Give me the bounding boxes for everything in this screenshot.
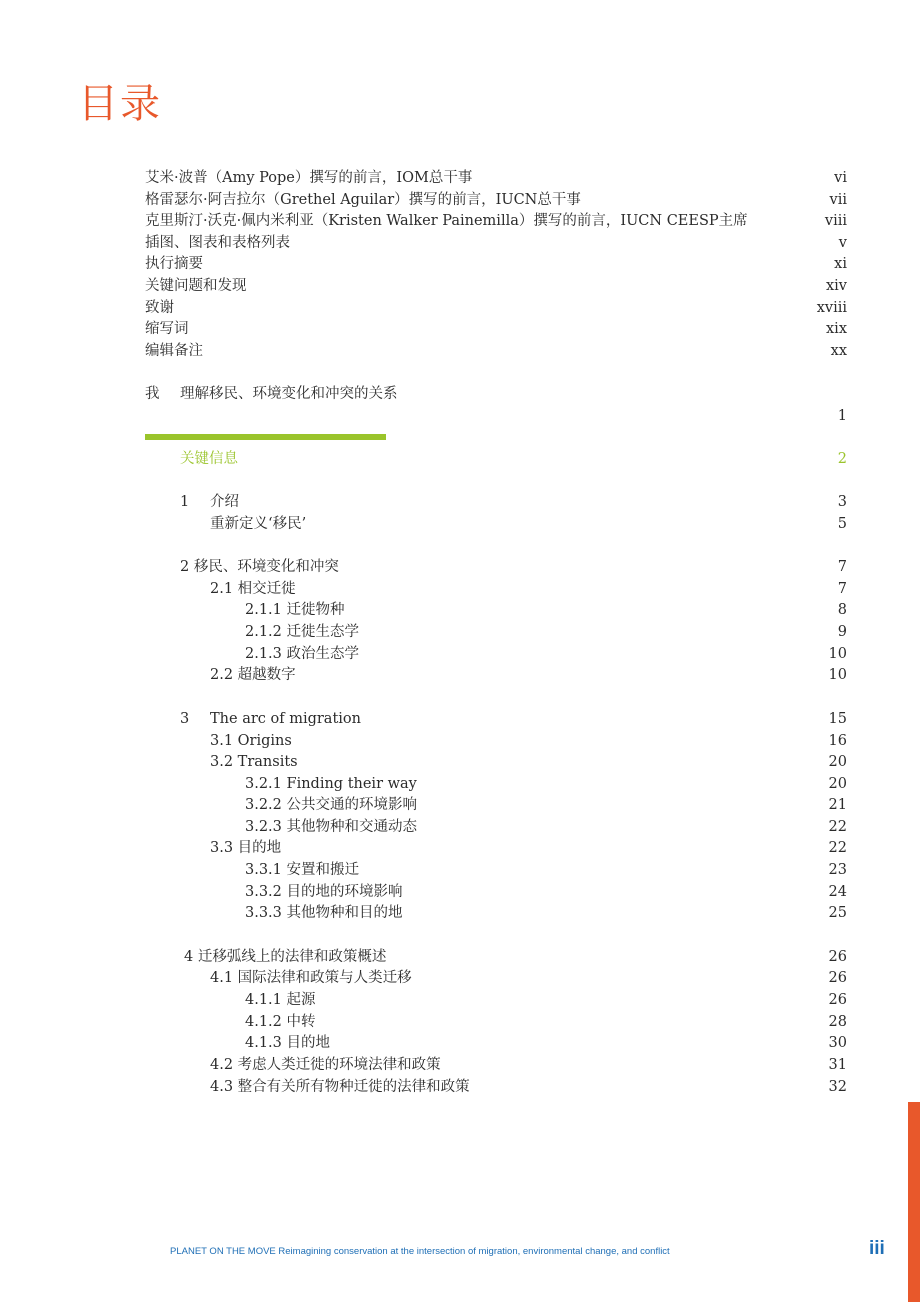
toc-entry-label: 格雷瑟尔·阿吉拉尔（Grethel Aguilar）撰写的前言，IUCN总干事 — [145, 192, 581, 208]
toc-subsection[interactable] — [0, 1011, 920, 1033]
toc-entry-page: 20 — [828, 776, 847, 792]
side-color-tab — [908, 1102, 920, 1302]
toc-entry-label: 4.1 国际法律和政策与人类迁移 — [210, 970, 412, 986]
toc-subsection[interactable] — [0, 881, 920, 903]
toc-entry-label: 3.3.2 目的地的环境影响 — [245, 884, 403, 900]
toc-entry-page: 25 — [828, 905, 847, 921]
toc-subsection[interactable] — [0, 621, 920, 643]
toc-entry-page: 20 — [828, 754, 847, 770]
toc-entry-page: 7 — [837, 581, 847, 597]
page-title: 目录 — [78, 81, 162, 127]
toc-entry[interactable] — [0, 210, 920, 232]
toc-entry[interactable] — [0, 167, 920, 189]
toc-entry-page: xiv — [825, 278, 847, 294]
toc-entry-label: 缩写词 — [145, 321, 189, 337]
toc-entry-page: 7 — [837, 559, 847, 575]
toc-entry[interactable] — [0, 405, 920, 427]
toc-entry-label: 2.2 超越数字 — [210, 667, 296, 683]
toc-entry-page: 10 — [828, 667, 847, 683]
toc-entry[interactable] — [0, 318, 920, 340]
toc-entry-page: vii — [829, 192, 847, 208]
toc-entry-page: 26 — [828, 949, 847, 965]
toc-chapter[interactable] — [0, 556, 920, 578]
toc-entry-label: 关键问题和发现 — [145, 278, 247, 294]
toc-subsection[interactable] — [0, 816, 920, 838]
toc-entry-label: 插图、图表和表格列表 — [145, 235, 290, 251]
toc-entry-page: 26 — [828, 992, 847, 1008]
toc-entry-page: 5 — [837, 516, 847, 532]
toc-section[interactable] — [0, 578, 920, 600]
toc-entry[interactable] — [0, 253, 920, 275]
toc-entry-page: 32 — [828, 1079, 847, 1095]
toc-entry-label: 3.3 目的地 — [210, 840, 282, 856]
toc-entry-page: 24 — [828, 884, 847, 900]
toc-entry-label: 2.1.2 迁徙生态学 — [245, 624, 360, 640]
toc-entry-page: 31 — [828, 1057, 847, 1073]
toc-entry-label: 艾米·波普（Amy Pope）撰写的前言，IOM总干事 — [145, 170, 473, 186]
toc-entry-label: 4.1.3 目的地 — [245, 1035, 331, 1051]
toc-entry-label: 重新定义‘移民’ — [210, 516, 307, 532]
toc-section[interactable] — [0, 837, 920, 859]
toc-entry-label: 4.2 考虑人类迁徙的环境法律和政策 — [210, 1057, 441, 1073]
toc-entry-label: 2.1.3 政治生态学 — [245, 646, 360, 662]
toc-entry-label: 3.2.3 其他物种和交通动态 — [245, 819, 418, 835]
toc-entry-key-messages[interactable] — [0, 448, 920, 470]
toc-entry-page: 22 — [828, 840, 847, 856]
toc-entry-page: xx — [830, 343, 847, 359]
toc-entry-page: 9 — [837, 624, 847, 640]
toc-section[interactable] — [0, 967, 920, 989]
toc-entry-label: 编辑备注 — [145, 343, 203, 359]
toc-entry-label: 执行摘要 — [145, 256, 203, 272]
toc-entry-page: 28 — [828, 1014, 847, 1030]
toc-section[interactable] — [0, 1054, 920, 1076]
toc-entry-label: 2 移民、环境变化和冲突 — [180, 559, 339, 575]
toc-section[interactable] — [0, 1076, 920, 1098]
toc-entry-label: 4 迁移弧线上的法律和政策概述 — [184, 949, 387, 965]
toc-entry-page: 1 — [837, 408, 847, 424]
toc-section[interactable] — [0, 664, 920, 686]
toc-entry-page: 15 — [828, 711, 847, 727]
toc-entry-label: 理解移民、环境变化和冲突的关系 — [180, 386, 398, 402]
section-divider-bar — [145, 434, 386, 440]
toc-entry-label: 2.1.1 迁徙物种 — [245, 602, 345, 618]
toc-entry-label: 3.3.3 其他物种和目的地 — [245, 905, 403, 921]
toc-section[interactable] — [0, 730, 920, 752]
toc-entry-label: 4.1.2 中转 — [245, 1014, 316, 1030]
toc-entry-label: 2.1 相交迁徙 — [210, 581, 296, 597]
toc-entry-page: 23 — [828, 862, 847, 878]
toc-entry-page: 16 — [828, 733, 847, 749]
toc-entry[interactable] — [0, 232, 920, 254]
toc-chapter[interactable] — [0, 946, 920, 968]
toc-entry-page: 30 — [828, 1035, 847, 1051]
toc-subsection[interactable] — [0, 859, 920, 881]
toc-subsection[interactable] — [0, 794, 920, 816]
toc-entry-page: vi — [834, 170, 847, 186]
toc-chapter-number: 3 — [180, 711, 190, 727]
toc-entry-page: xi — [834, 256, 847, 272]
toc-entry-page: v — [838, 235, 847, 251]
toc-subsection[interactable] — [0, 1032, 920, 1054]
toc-entry-page: 22 — [828, 819, 847, 835]
toc-subsection[interactable] — [0, 643, 920, 665]
toc-entry-label: 4.1.1 起源 — [245, 992, 316, 1008]
toc-entry-page: 3 — [837, 494, 847, 510]
toc-entry-label: 克里斯汀·沃克·佩内米利亚（Kristen Walker Painemilla）撰写的前言，IUCN CEESP主席 — [145, 213, 748, 229]
toc-entry-page: 10 — [828, 646, 847, 662]
toc-entry[interactable] — [0, 189, 920, 211]
toc-chapter[interactable] — [0, 708, 920, 730]
toc-entry-page: xviii — [816, 300, 847, 316]
toc-entry-label: 3.2.1 Finding their way — [245, 776, 417, 792]
toc-entry-label: 介绍 — [210, 494, 239, 510]
toc-subsection[interactable] — [0, 902, 920, 924]
toc-entry-label: 3.2 Transits — [210, 754, 298, 770]
toc-entry-label: 致谢 — [145, 300, 174, 316]
toc-subsection[interactable] — [0, 599, 920, 621]
toc-chapter[interactable] — [0, 491, 920, 513]
toc-entry-label: 3.2.2 公共交通的环境影响 — [245, 797, 418, 813]
toc-section[interactable] — [0, 751, 920, 773]
toc-entry-label: 关键信息 — [180, 451, 238, 467]
toc-entry-label: 3.3.1 安置和搬迁 — [245, 862, 360, 878]
toc-entry-page: 26 — [828, 970, 847, 986]
toc-entry-label: The arc of migration — [210, 711, 361, 727]
toc-entry[interactable] — [0, 297, 920, 319]
toc-entry[interactable] — [0, 275, 920, 297]
footer-running-title: PLANET ON THE MOVE Reimagining conservation at the intersection of migration, environmental change, and conflict — [170, 1246, 670, 1257]
toc-entry-page: 2 — [837, 451, 847, 467]
toc-entry-page: xix — [826, 321, 847, 337]
toc-entry-label: 4.3 整合有关所有物种迁徙的法律和政策 — [210, 1079, 470, 1095]
toc-subsection[interactable] — [0, 989, 920, 1011]
toc-entry-page: viii — [824, 213, 847, 229]
toc-entry-label: 3.1 Origins — [210, 733, 292, 749]
toc-entry-page: 8 — [837, 602, 847, 618]
toc-part-heading[interactable] — [0, 383, 920, 405]
footer-page-number: iii — [869, 1238, 885, 1259]
toc-entry[interactable] — [0, 513, 920, 535]
toc-part-number: 我 — [145, 386, 160, 402]
toc-subsection[interactable] — [0, 773, 920, 795]
toc-chapter-number: 1 — [180, 494, 190, 510]
toc-entry[interactable] — [0, 340, 920, 362]
toc-entry-page: 21 — [828, 797, 847, 813]
